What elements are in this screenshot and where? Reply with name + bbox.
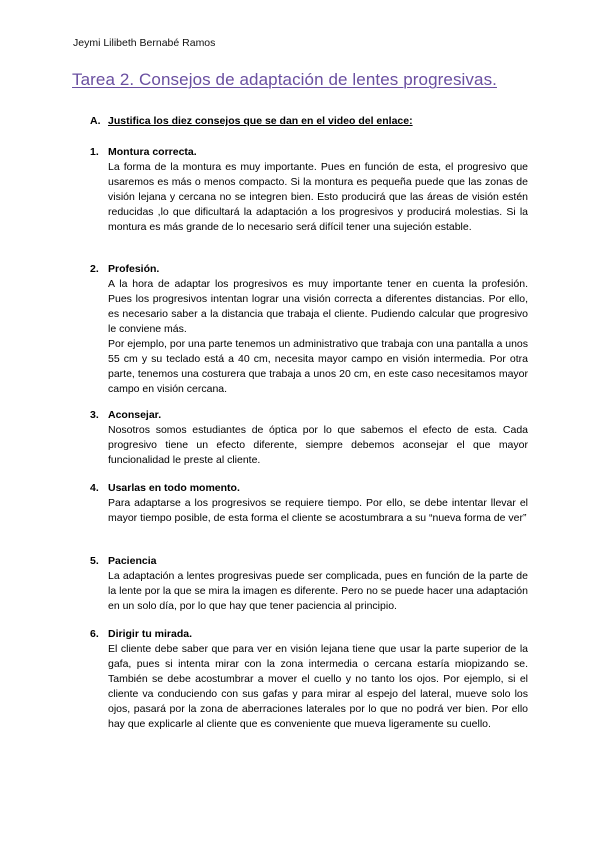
item-heading: Usarlas en todo momento. — [108, 482, 240, 494]
item-paragraph: La adaptación a lentes progresivas puede ser complicada, pues en función de la parte de la lente por la que se mira la imagen es diferente. Pero no se puede hacer una adaptación en un solo día, por lo que hay que tener paciencia al principio. — [108, 570, 528, 612]
section-letter: A. — [90, 115, 101, 127]
item-number: 6. — [90, 628, 99, 640]
document-title: Tarea 2. Consejos de adaptación de lentes progresivas. — [72, 70, 497, 89]
item-heading: Montura correcta. — [108, 146, 197, 158]
item-body — [108, 642, 528, 732]
item-heading: Profesión. — [108, 263, 160, 275]
item-number: 1. — [90, 146, 99, 158]
list-item — [90, 408, 528, 468]
item-number: 2. — [90, 263, 99, 275]
list-item — [90, 145, 528, 235]
author-name: Jeymi Lilibeth Bernabé Ramos — [73, 37, 216, 49]
item-body — [108, 569, 528, 614]
item-body — [108, 423, 528, 468]
item-paragraph: Por ejemplo, por una parte tenemos un administrativo que trabaja con una pantalla a unos 55 cm y su teclado está a 40 cm, necesita mayor campo en visión intermedia. Por otra parte, tenemos una costurera que trabaja a unos 20 cm, en este caso necesitamos mayor campo en visión cercana. — [108, 338, 528, 395]
item-body — [108, 277, 528, 397]
item-heading: Paciencia — [108, 555, 157, 567]
item-paragraph: El cliente debe saber que para ver en visión lejana tiene que usar la parte superior de la gafa, pues si intenta mirar con la zona intermedia o cercana estaría miopizando se. También se debe acostumbrar a mover el cuello y no tanto los ojos. Por ejemplo, si el cliente va conduciendo con sus gafas y para mirar al espejo del lateral, mueve solo los ojos, pasará por la zona de aberraciones laterales por lo que no podrá ver bien. Por ello hay que explicarle al cliente que es conveniente que mueva ligeramente su cuello. — [108, 643, 528, 730]
item-paragraph: Nosotros somos estudiantes de óptica por lo que sabemos el efecto de esta. Cada progresivo tiene un efecto diferente, siempre debemos aconsejar el que mayor funcionalidad le preste al cliente. — [108, 424, 528, 466]
item-number: 4. — [90, 482, 99, 494]
item-heading: Aconsejar. — [108, 409, 162, 421]
item-body — [108, 160, 528, 235]
item-paragraph: La forma de la montura es muy importante. Pues en función de esta, el progresivo que usaremos es más o menos compacto. Si la montura es pequeña puede que las zonas de visión lejana y cercana no se integren bien. Esto producirá que las áreas de visión estén reducidas ,lo que dificultará la adaptación a los progresivos y producirá molestias. Si la montura es más grande de lo necesario será difícil tener una sujeción estable. — [108, 161, 528, 233]
item-paragraph: Para adaptarse a los progresivos se requiere tiempo. Por ello, se debe intentar llevar el mayor tiempo posible, de esta forma el cliente se acostumbrara a su “nueva forma de ver” — [108, 497, 528, 524]
item-paragraph: A la hora de adaptar los progresivos es muy importante tener en cuenta la profesión. Pues los progresivos intentan lograr una visión correcta a diferentes distancias. Por ello, es necesario saber a la distancia que trabaja el cliente. Pudiendo calcular que progresivo le conviene más. — [108, 278, 528, 335]
item-heading: Dirigir tu mirada. — [108, 628, 193, 640]
list-item — [90, 262, 528, 397]
list-item — [90, 627, 528, 732]
item-number: 5. — [90, 555, 99, 567]
section-text: Justifica los diez consejos que se dan en el video del enlace: — [108, 115, 413, 127]
item-body — [108, 496, 528, 526]
list-item — [90, 554, 528, 614]
list-item — [90, 481, 528, 526]
item-number: 3. — [90, 409, 99, 421]
section-heading — [90, 115, 413, 127]
